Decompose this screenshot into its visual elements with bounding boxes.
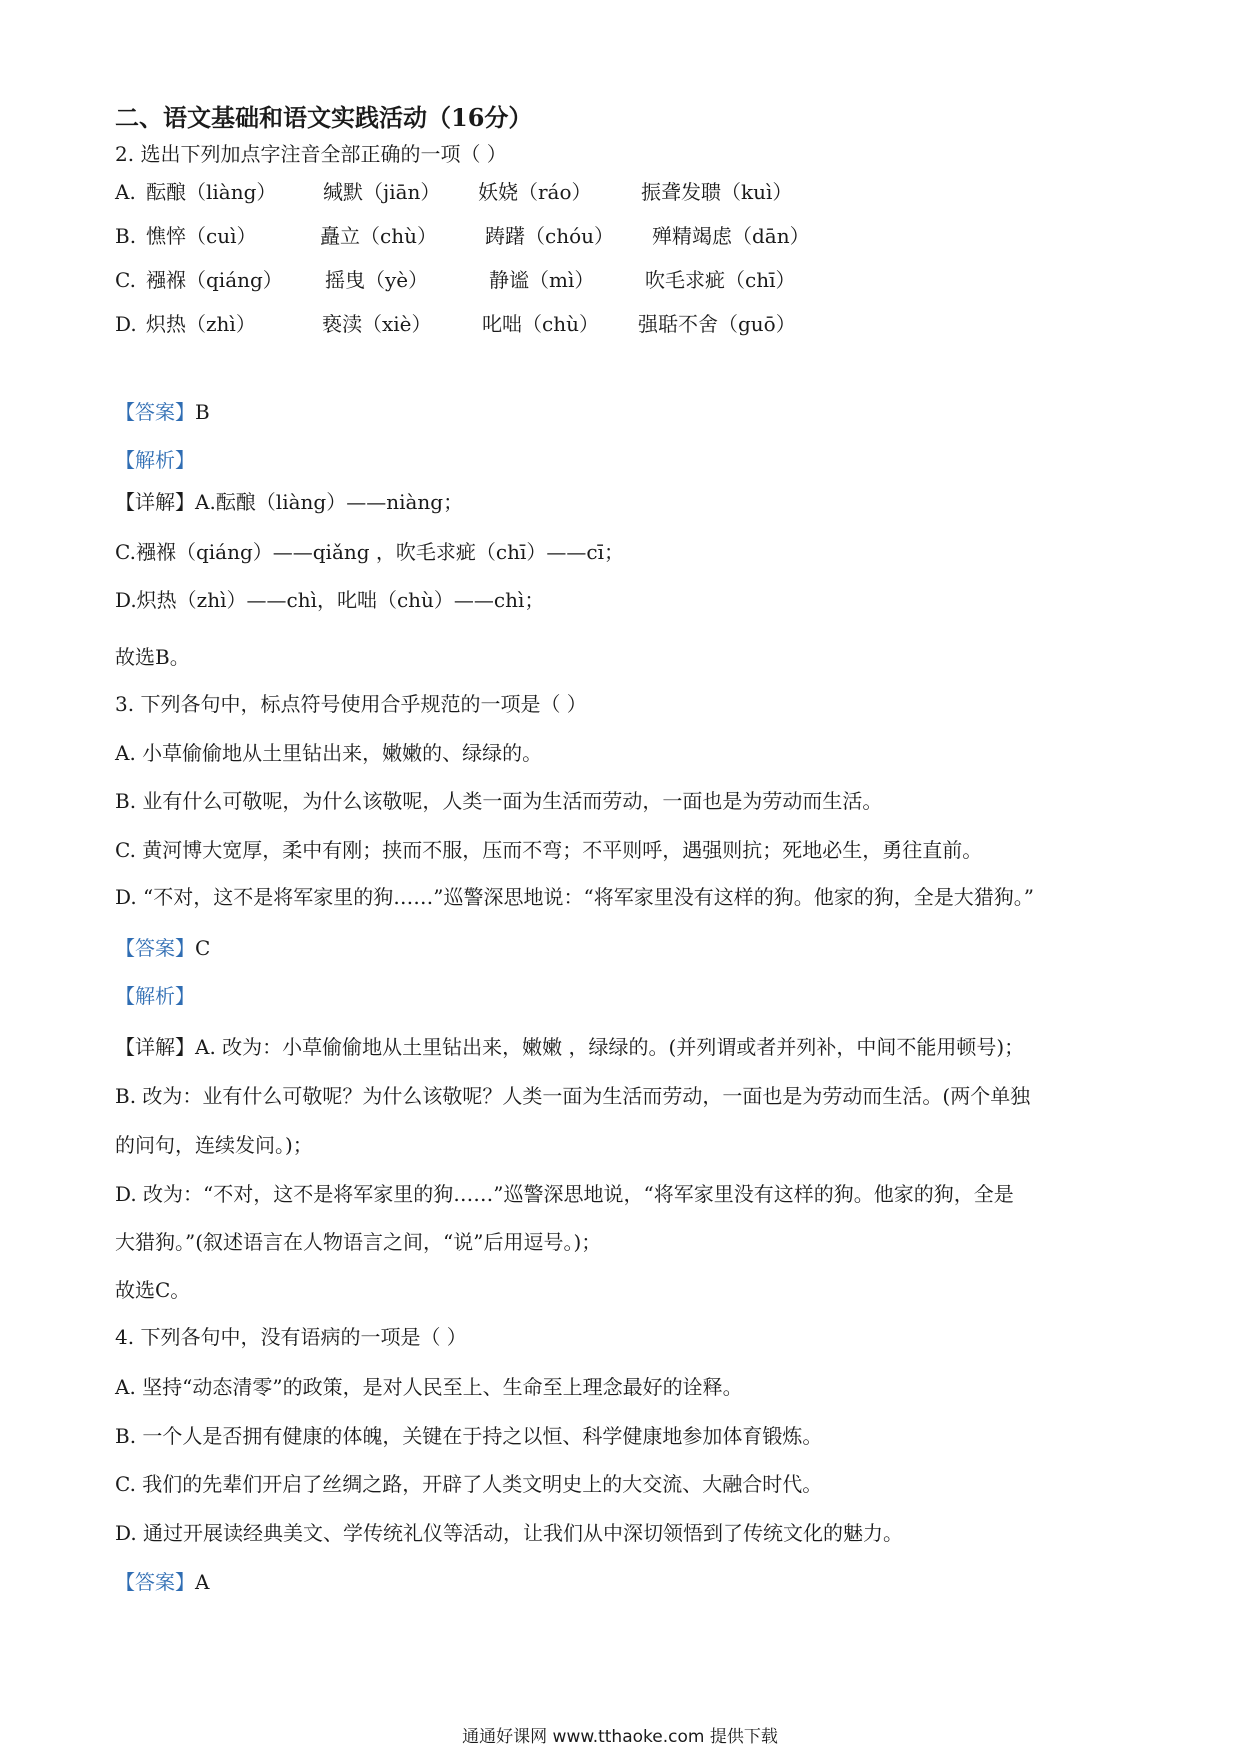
footer-watermark[interactable]: 通通好课网 www.tthaoke.com 提供下载 xyxy=(462,1727,778,1747)
detail-line: D.炽热（zhì）——chì，叱咄（chù）——chì； xyxy=(115,588,545,612)
q4-option: C. 我们的先辈们开启了丝绸之路，开辟了人类文明史上的大交流、大融合时代。 xyxy=(115,1472,823,1496)
q3-answer xyxy=(115,934,210,962)
q2-detail xyxy=(115,488,463,516)
q4-option: B. 一个人是否拥有健康的体魄，关键在于持之以恒、科学健康地参加体育锻炼。 xyxy=(115,1424,823,1448)
q2-option-letter: D. xyxy=(115,312,137,336)
q2-option-item: 吹毛求疵（chī） xyxy=(645,268,796,292)
detail-line: 大猎狗。”(叙述语言在人物语言之间，“说”后用逗号。)； xyxy=(115,1230,602,1254)
q4-stem: 4. 下列各句中，没有语病的一项是（ ） xyxy=(115,1325,467,1349)
answer-tag: 【答案】 xyxy=(115,1570,195,1594)
q2-option-item: 叱咄（chù） xyxy=(482,312,599,336)
q2-option-letter: A. xyxy=(115,180,136,204)
detail-tag: 【详解】 xyxy=(115,490,195,514)
q2-option-item: 炽热（zhì） xyxy=(146,312,256,336)
q4-option: A. 坚持“动态清零”的政策，是对人民至上、生命至上理念最好的诠释。 xyxy=(115,1375,743,1399)
q2-stem: 2. 选出下列加点字注音全部正确的一项（ ） xyxy=(115,142,507,166)
q2-option-item: 缄默（jiān） xyxy=(323,180,441,204)
detail-line: A. 改为：小草偷偷地从土里钻出来，嫩嫩 ，绿绿的。(并列谓或者并列补，中间不能用顿号)； xyxy=(195,1035,1025,1059)
answer-value: C xyxy=(195,936,211,960)
section-title: 二、语文基础和语文实践活动（16分） xyxy=(115,103,533,132)
q2-option-item: 酝酿（liàng） xyxy=(146,180,277,204)
q2-option-item: 强聒不舍（guō） xyxy=(638,312,796,336)
q2-option-item: 矗立（chù） xyxy=(320,224,437,248)
q3-detail xyxy=(115,1033,1024,1061)
answer-tag: 【答案】 xyxy=(115,936,195,960)
q2-conclusion: 故选B。 xyxy=(115,645,190,669)
q2-option-item: 摇曳（yè） xyxy=(325,268,429,292)
answer-tag: 【答案】 xyxy=(115,400,195,424)
q3-option: B. 业有什么可敬呢，为什么该敬呢，人类一面为生活而劳动，一面也是为劳动而生活。 xyxy=(115,789,883,813)
q2-option-item: 妖娆（ráo） xyxy=(478,180,592,204)
q2-answer xyxy=(115,398,210,426)
q3-stem: 3. 下列各句中，标点符号使用合乎规范的一项是（ ） xyxy=(115,692,587,716)
detail-line: 的问句，连续发问。)； xyxy=(115,1133,313,1157)
q4-option: D. 通过开展读经典美文、学传统礼仪等活动，让我们从中深切领悟到了传统文化的魅力。 xyxy=(115,1521,904,1545)
q2-option-item: 振聋发聩（kuì） xyxy=(641,180,793,204)
q3-analysis-tag: 【解析】 xyxy=(115,984,195,1008)
q4-answer xyxy=(115,1568,209,1596)
q2-option-item: 踌躇（chóu） xyxy=(485,224,615,248)
q2-option-letter: C. xyxy=(115,268,136,292)
q3-option: C. 黄河博大宽厚，柔中有刚；挟而不服，压而不弯；不平则呼，遇强则抗；死地必生，勇往直前。 xyxy=(115,838,983,862)
detail-line: D. 改为：“不对，这不是将军家里的狗……”巡警深思地说，“将军家里没有这样的狗。他家的狗，全是 xyxy=(115,1182,1014,1206)
q2-option-item: 襁褓（qiáng） xyxy=(146,268,283,292)
detail-line: B. 改为：业有什么可敬呢？为什么该敬呢？人类一面为生活而劳动，一面也是为劳动而生活。(两个单独 xyxy=(115,1084,1031,1108)
q3-option: D. “不对，这不是将军家里的狗……”巡警深思地说：“将军家里没有这样的狗。他家的狗，全是大猎狗。” xyxy=(115,885,1034,909)
q2-option-letter: B. xyxy=(115,224,137,248)
q2-option-item: 亵渎（xiè） xyxy=(322,312,432,336)
answer-value: A xyxy=(195,1570,210,1594)
detail-tag: 【详解】 xyxy=(115,1035,195,1059)
detail-line: A.酝酿（liàng）——niàng； xyxy=(195,490,464,514)
q3-conclusion: 故选C。 xyxy=(115,1278,191,1302)
q2-option-item: 静谧（mì） xyxy=(489,268,595,292)
answer-value: B xyxy=(195,400,210,424)
q2-analysis-tag: 【解析】 xyxy=(115,448,195,472)
q3-option: A. 小草偷偷地从土里钻出来，嫩嫩的、绿绿的。 xyxy=(115,741,543,765)
detail-line: C.襁褓（qiáng）——qiǎng ，吹毛求疵（chī）——cī； xyxy=(115,540,624,564)
q2-option-item: 憔悴（cuì） xyxy=(146,224,257,248)
q2-option-item: 殚精竭虑（dān） xyxy=(652,224,810,248)
